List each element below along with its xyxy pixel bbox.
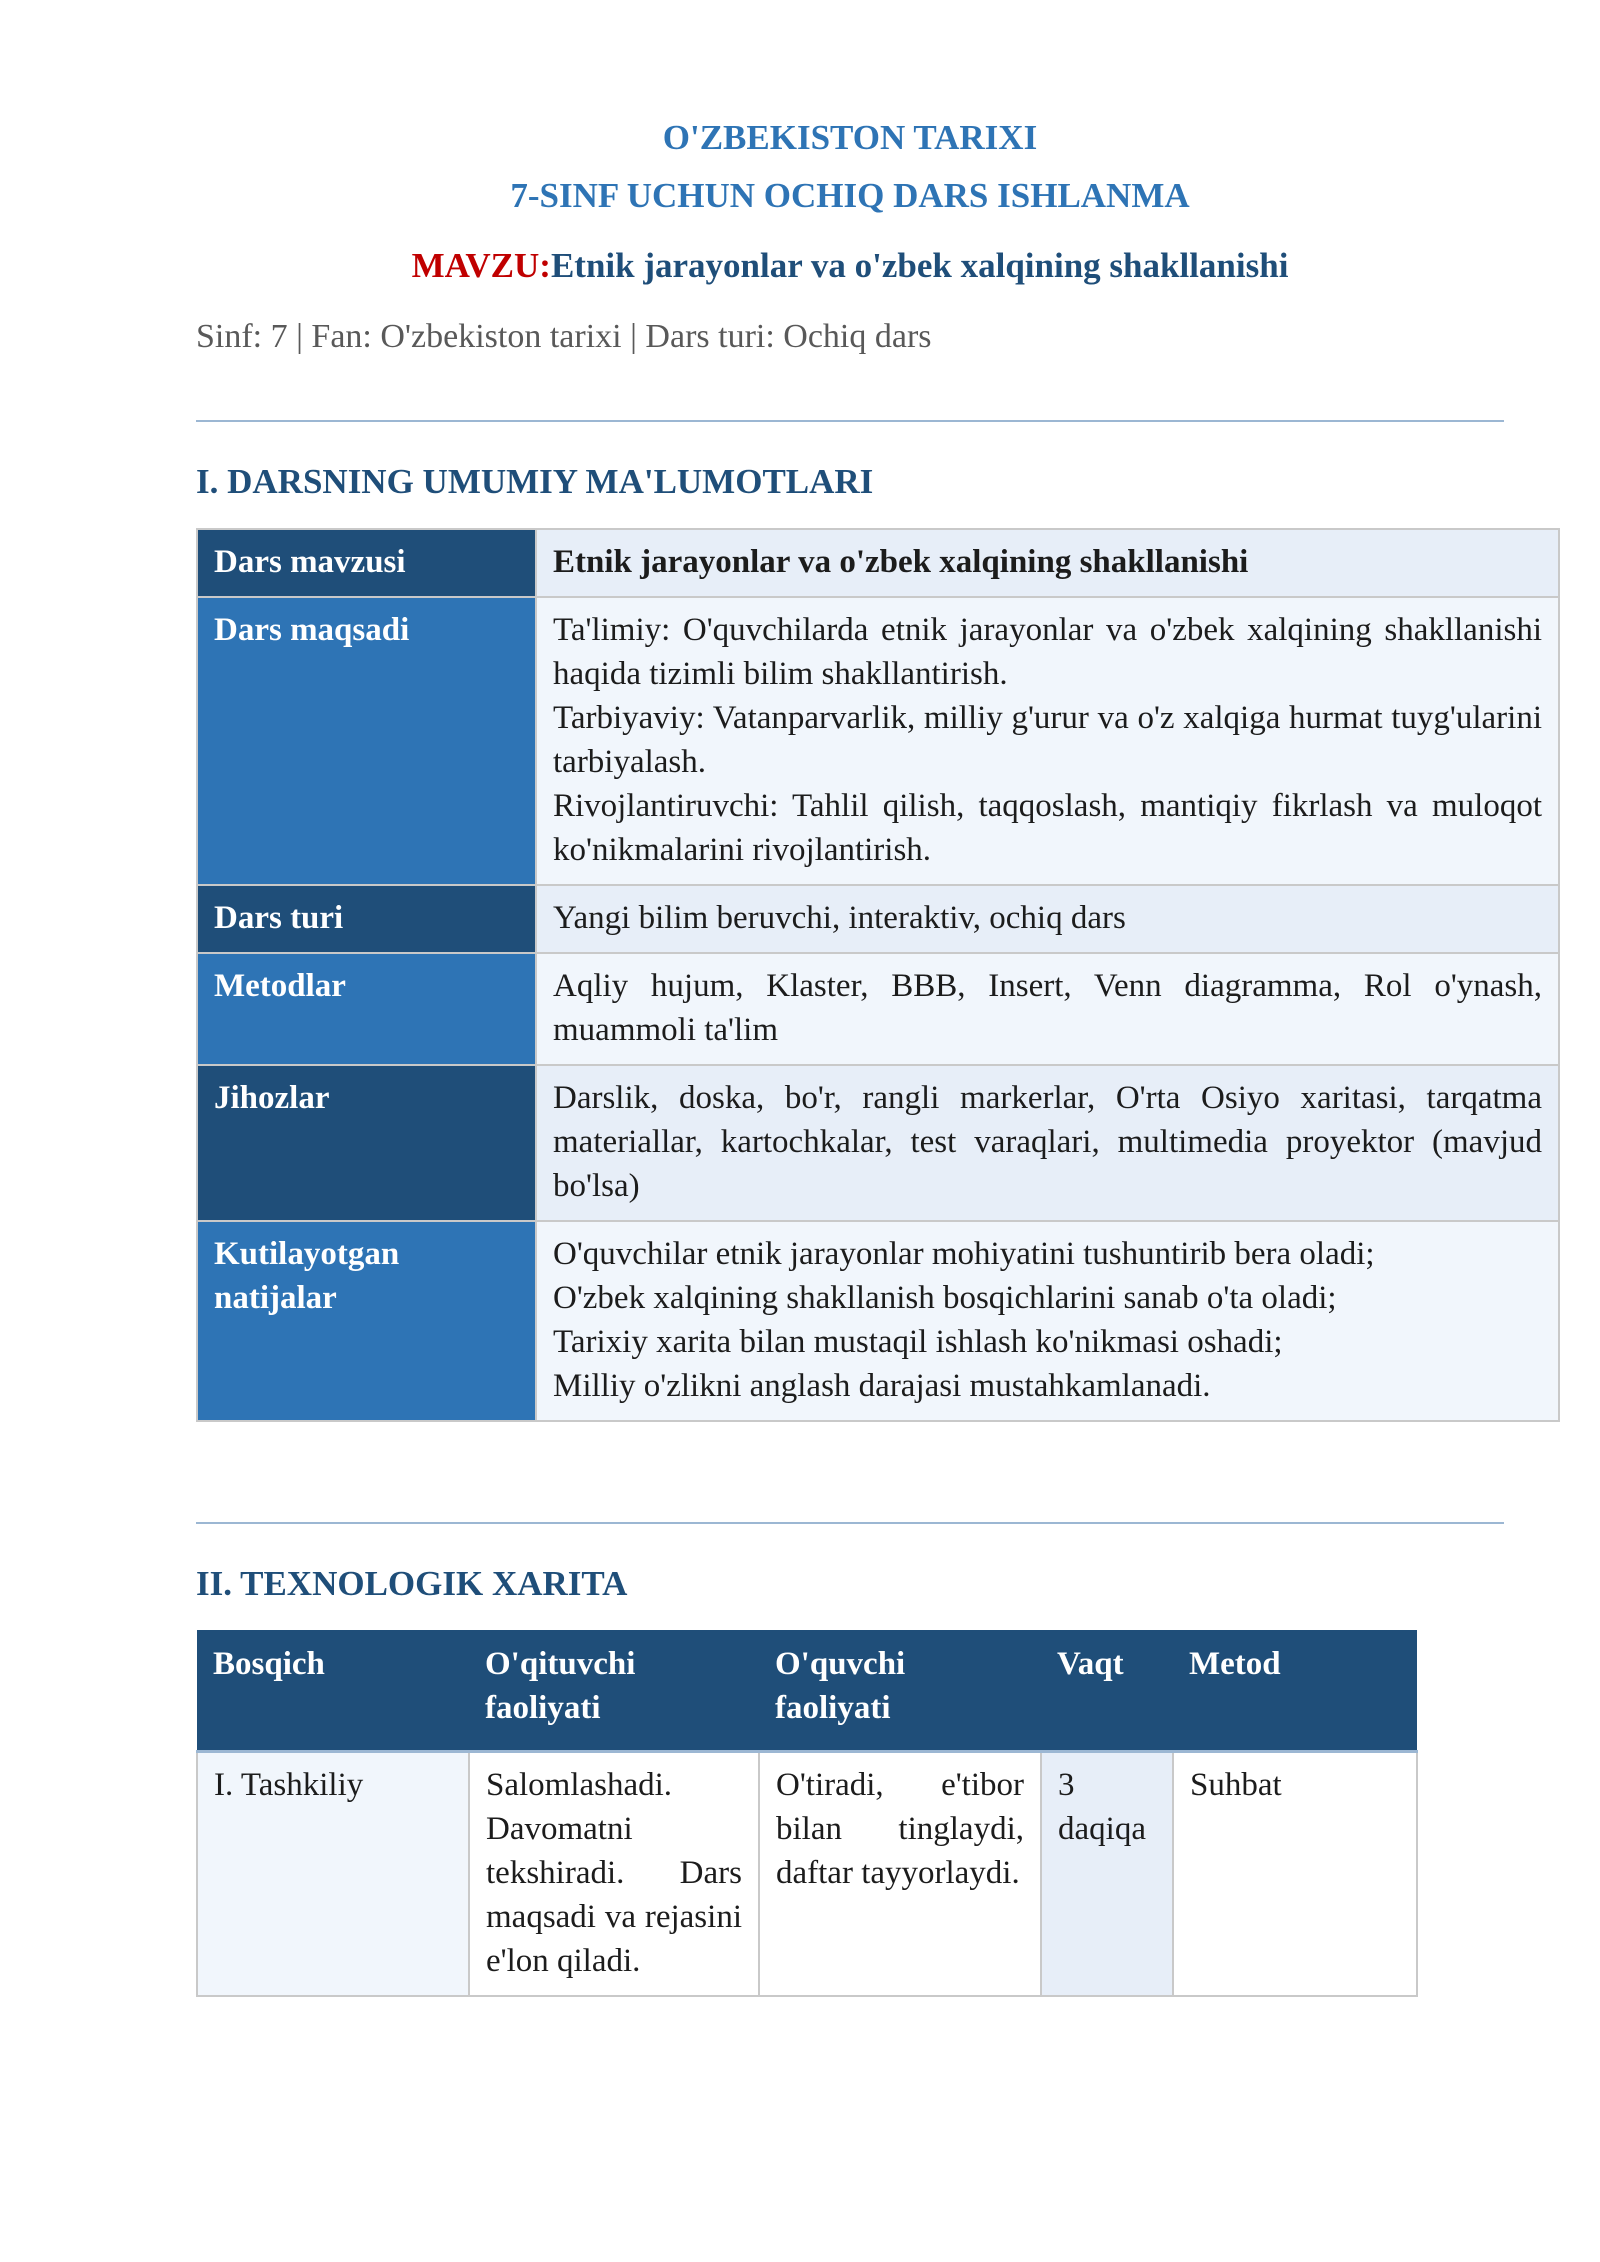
topic-label: MAVZU:	[411, 246, 551, 285]
value-line: Tarixiy xarita bilan mustaqil ishlash ko'nikmasi oshadi;	[553, 1324, 1283, 1360]
row-value	[536, 597, 1559, 885]
student-activity-cell: O'tiradi, e'tibor bilan tinglaydi, daftar tayyorlaydi.	[759, 1752, 1041, 1997]
value-line: Yangi bilim beruvchi, interaktiv, ochiq dars	[553, 900, 1126, 936]
value-line: Tarbiyaviy: Vatanparvarlik, milliy g'urur va o'z xalqiga hurmat tuyg'ularini tarbiyalash.	[553, 700, 1542, 780]
value-line: O'zbek xalqining shakllanish bosqichlarini sanab o'ta oladi;	[553, 1280, 1337, 1316]
table-row	[197, 1065, 1559, 1221]
column-header: Bosqich	[197, 1630, 469, 1752]
row-value	[536, 1065, 1559, 1221]
divider	[196, 1522, 1504, 1524]
teacher-activity-cell: Salomlashadi. Davomatni tekshiradi. Dars maqsadi va rejasini e'lon qiladi.	[469, 1752, 759, 1997]
value-line: Darslik, doska, bo'r, rangli markerlar, O'rta Osiyo xaritasi, tarqatma materiallar, kartochkalar, test varaqlari, multimedia proyektor (mavjud bo'lsa)	[553, 1080, 1542, 1204]
column-header: Metod	[1173, 1630, 1417, 1752]
row-value	[536, 885, 1559, 953]
section-heading-tech-map: II. TEXNOLOGIK XARITA	[196, 1564, 628, 1603]
document-title: O'ZBEKISTON TARIXI	[662, 118, 1038, 157]
value-line: O'quvchilar etnik jarayonlar mohiyatini tushuntirib bera oladi;	[553, 1236, 1375, 1272]
table-row	[197, 1752, 1417, 1997]
time-cell: 3 daqiqa	[1041, 1752, 1173, 1997]
value-line: Aqliy hujum, Klaster, BBB, Insert, Venn diagramma, Rol o'ynash, muammoli ta'lim	[553, 968, 1542, 1048]
section-heading-general-info: I. DARSNING UMUMIY MA'LUMOTLARI	[196, 462, 874, 501]
topic-text: Etnik jarayonlar va o'zbek xalqining shakllanishi	[550, 246, 1289, 285]
column-header: O'qituvchi faoliyati	[469, 1630, 759, 1752]
row-key: Metodlar	[197, 953, 536, 1065]
row-key: Kutilayotgan natijalar	[197, 1221, 536, 1421]
technology-map-table	[196, 1630, 1418, 1997]
row-key: Dars turi	[197, 885, 536, 953]
table-header-row	[197, 1630, 1417, 1752]
column-header: Vaqt	[1041, 1630, 1173, 1752]
stage-cell: I. Tashkiliy	[197, 1752, 469, 1997]
value-line: Etnik jarayonlar va o'zbek xalqining shakllanishi	[553, 544, 1249, 580]
value-line: Milliy o'zlikni anglash darajasi mustahkamlanadi.	[553, 1368, 1211, 1404]
document-subtitle: 7-SINF UCHUN OCHIQ DARS ISHLANMA	[510, 176, 1190, 215]
table-row	[197, 885, 1559, 953]
row-key: Dars maqsadi	[197, 597, 536, 885]
value-line: Ta'limiy: O'quvchilarda etnik jarayonlar va o'zbek xalqining shakllanishi haqida tizimli bilim shakllantirish.	[553, 612, 1542, 692]
divider	[196, 420, 1504, 422]
table-row	[197, 1221, 1559, 1421]
table-row	[197, 597, 1559, 885]
row-value	[536, 529, 1559, 597]
topic-line	[0, 246, 1600, 286]
row-value	[536, 953, 1559, 1065]
method-cell: Suhbat	[1173, 1752, 1417, 1997]
table-row	[197, 953, 1559, 1065]
row-key: Jihozlar	[197, 1065, 536, 1221]
value-line: Rivojlantiruvchi: Tahlil qilish, taqqoslash, mantiqiy fikrlash va muloqot ko'nikmalarini rivojlantirish.	[553, 788, 1542, 868]
row-key: Dars mavzusi	[197, 529, 536, 597]
column-header: O'quvchi faoliyati	[759, 1630, 1041, 1752]
lesson-meta: Sinf: 7 | Fan: O'zbekiston tarixi | Dars turi: Ochiq dars	[196, 318, 932, 355]
general-info-table	[196, 528, 1560, 1422]
row-value	[536, 1221, 1559, 1421]
table-row	[197, 529, 1559, 597]
